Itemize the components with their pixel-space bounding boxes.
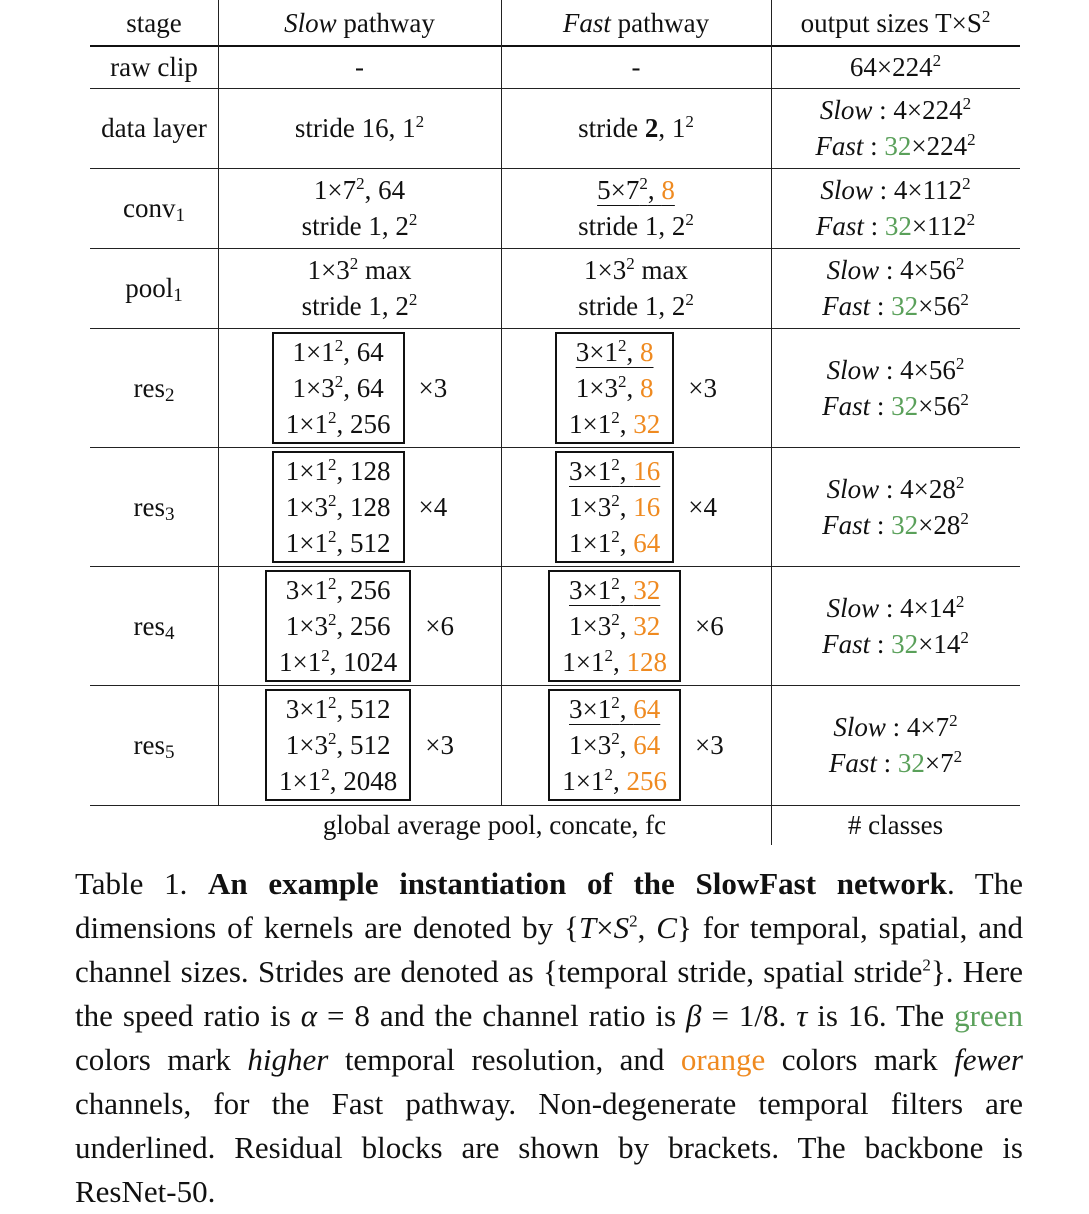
- fast-layer-3: $1\times 1^2$, 32: [569, 407, 661, 439]
- fast-res-block: [501, 566, 772, 685]
- stage-pool1: pool$_1$: [90, 248, 219, 328]
- out-raw-clip: $64\times 224^2$: [849, 50, 942, 82]
- table-row-res2: [90, 328, 1020, 448]
- slow-repeat-count: ×3: [425, 730, 454, 760]
- slow-layer-3: $1\times 1^2$, 1024: [279, 645, 398, 677]
- fast-pool1: $1\times 3^2$ max stride 1, $2^2$: [501, 248, 772, 328]
- slow-layer-2: $1\times 3^2$, 128: [285, 490, 391, 522]
- table-header-row: [90, 0, 1020, 47]
- table-caption: Table 1. An example instantiation of the SlowFast network. The dimensions of kernels are denoted by {$T\times S^2$, C} for temporal, spatial, and channel sizes. Strides are denoted as {temporal stride, spatial stride$^2$}. Here the speed ratio is α = 8 and the channel ratio is β = 1/8. τ is 16. The green colors mark higher temporal resolution, and orange colors mark fewer channels, for the Fast pathway. Non-degenerate temporal filters are underlined. Residual blocks are shown by brackets. The backbone is ResNet-50.: [75, 866, 1024, 1209]
- stage-raw-clip: raw clip: [90, 45, 219, 88]
- residual-bracket: [272, 334, 405, 442]
- slow-layer-2: $1\times 3^2$, 512: [285, 729, 391, 760]
- fast-layer-2: $1\times 3^2$, 8: [575, 371, 654, 403]
- fast-layer-3: $1\times 1^2$, 128: [562, 645, 667, 677]
- fast-layer-3: $1\times 1^2$, 64: [569, 526, 661, 558]
- slow-res-block: [218, 328, 502, 447]
- table-row-conv1: [90, 168, 1020, 249]
- footer-classes: # classes: [847, 810, 944, 840]
- fast-res-block: [501, 447, 772, 566]
- slow-layer-1: $1\times 1^2$, 64: [292, 335, 384, 367]
- table-row-res5: [90, 685, 1020, 806]
- residual-bracket: [555, 334, 674, 442]
- green-word: green: [954, 998, 1023, 1033]
- slow-layer-1: $3\times 1^2$, 512: [285, 693, 391, 724]
- stage-res: res$_5$: [90, 685, 219, 805]
- out-res: Slow : $4\times 7^2$ Fast : $32\times 7^2$: [828, 711, 963, 778]
- header-stage: stage: [90, 0, 219, 45]
- slow-res-block: [218, 566, 502, 685]
- slow-layer-1: $3\times 1^2$, 256: [285, 573, 391, 605]
- residual-bracket: [555, 453, 674, 561]
- slow-pool1: $1\times 3^2$ max stride 1, $2^2$: [218, 248, 502, 328]
- out-data-layer: Slow : $4\times 224^2$ Fast : $32\times 224^2$: [815, 94, 976, 161]
- fast-layer-2: $1\times 3^2$, 16: [569, 490, 661, 522]
- slow-repeat-count: ×3: [418, 372, 448, 403]
- table-row-data-layer: [90, 88, 1020, 169]
- fast-layer-1: $3\times 1^2$, 8: [575, 335, 654, 367]
- fast-repeat-count: ×3: [695, 730, 724, 760]
- slow-layer-3: $1\times 1^2$, 512: [285, 526, 391, 558]
- fast-raw-clip: -: [501, 45, 772, 88]
- fast-data-layer: stride 2, $1^2$: [501, 88, 772, 168]
- orange-word: orange: [680, 1042, 766, 1077]
- out-conv1: Slow : $4\times 112^2$ Fast : $32\times 112^2$: [815, 174, 976, 241]
- fast-layer-1: $3\times 1^2$, 64: [569, 693, 661, 724]
- residual-bracket: [548, 572, 681, 680]
- slow-layer-2: $1\times 3^2$, 256: [285, 609, 391, 641]
- header-slow-pathway: Slow pathway: [218, 0, 502, 45]
- fast-layer-2: $1\times 3^2$, 32: [569, 609, 661, 641]
- header-fast-pathway: Fast pathway: [501, 0, 772, 45]
- slow-layer-3: $1\times 1^2$, 2048: [279, 765, 398, 796]
- fast-repeat-count: ×3: [688, 372, 717, 403]
- header-output-sizes: output sizes $T\times S^2$: [800, 6, 991, 38]
- table-row-res4: [90, 566, 1020, 686]
- table-row-res3: [90, 447, 1020, 567]
- fast-layer-3: $1\times 1^2$, 256: [562, 765, 667, 796]
- slow-layer-3: $1\times 1^2$, 256: [285, 407, 391, 439]
- slow-conv1: $1\times 7^2$, 64 stride 1, $2^2$: [218, 168, 502, 248]
- out-res: Slow : $4\times 56^2$ Fast : $32\times 56^2$: [822, 353, 969, 421]
- slow-res-block: [218, 447, 502, 566]
- fast-repeat-count: ×4: [688, 491, 717, 522]
- stage-res: res$_2$: [90, 328, 219, 447]
- footer-global-pool: global average pool, concate, fc: [218, 805, 772, 845]
- slow-data-layer: stride 16, $1^2$: [218, 88, 502, 168]
- stage-res: res$_3$: [90, 447, 219, 566]
- fast-layer-2: $1\times 3^2$, 64: [569, 729, 661, 760]
- slow-layer-2: $1\times 3^2$, 64: [292, 371, 384, 403]
- out-res: Slow : $4\times 14^2$ Fast : $32\times 14^2$: [822, 591, 969, 659]
- stage-data-layer: data layer: [90, 88, 219, 168]
- slow-raw-clip: -: [218, 45, 502, 88]
- out-res: Slow : $4\times 28^2$ Fast : $32\times 28^2$: [822, 472, 969, 540]
- fast-conv1: $5\times 7^2$, 8 stride 1, $2^2$: [501, 168, 772, 248]
- table-row-pool1: [90, 248, 1020, 329]
- residual-bracket: [272, 453, 405, 561]
- slow-layer-1: $1\times 1^2$, 128: [285, 454, 391, 486]
- slow-repeat-count: ×6: [425, 610, 454, 641]
- stage-res: res$_4$: [90, 566, 219, 685]
- out-pool1: Slow : $4\times 56^2$ Fast : $32\times 56^2$: [822, 254, 969, 321]
- table-row-raw-clip: [90, 45, 1020, 89]
- residual-bracket: [265, 572, 411, 680]
- residual-bracket: [265, 691, 411, 799]
- fast-layer-1: $3\times 1^2$, 16: [569, 454, 661, 486]
- table-footer-row: [90, 805, 1020, 845]
- fast-layer-1: $3\times 1^2$, 32: [569, 573, 661, 605]
- residual-bracket: [548, 691, 681, 799]
- stage-conv1: conv$_1$: [90, 168, 219, 248]
- slow-res-block: [218, 685, 502, 805]
- fast-res-block: [501, 328, 772, 447]
- slow-repeat-count: ×4: [418, 491, 448, 522]
- fast-repeat-count: ×6: [695, 610, 724, 641]
- fast-res-block: [501, 685, 772, 805]
